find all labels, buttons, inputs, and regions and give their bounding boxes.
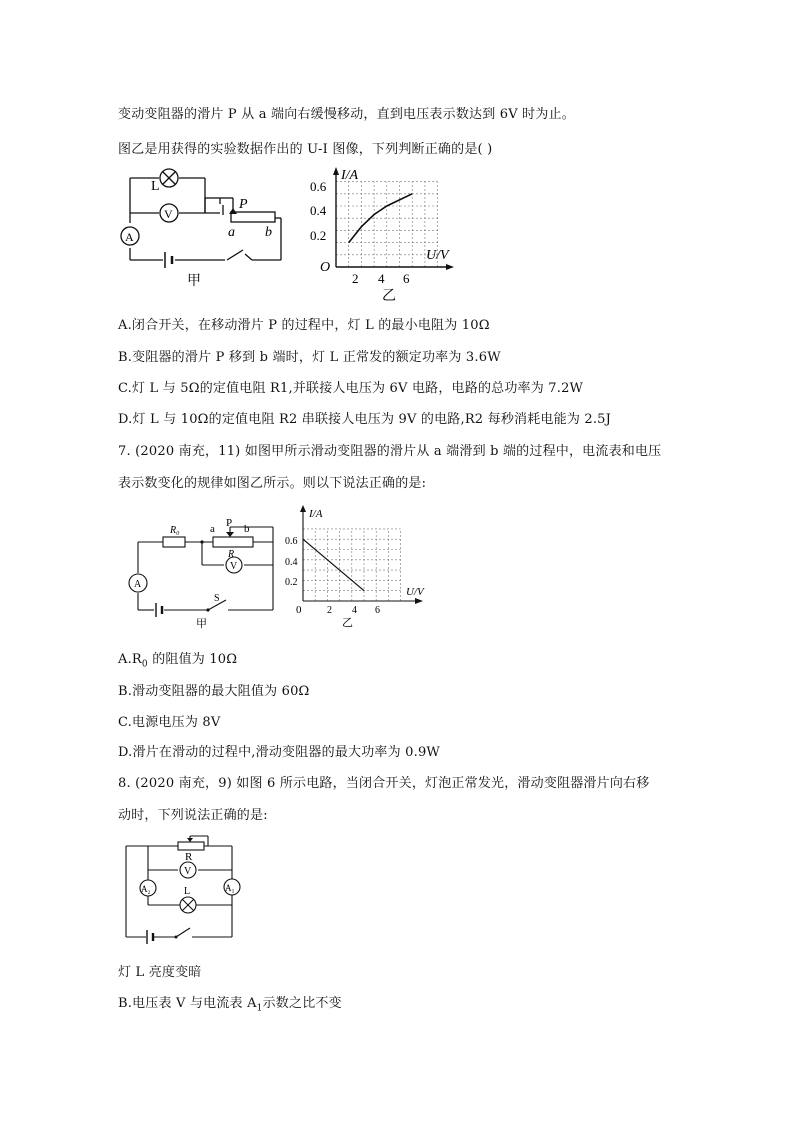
fig1-graph <box>308 165 468 305</box>
fig2-xlabel: U/V <box>406 586 424 598</box>
fig2-ylabel: I/A <box>309 508 323 520</box>
q8-option-b-sub: 1 <box>256 1003 263 1014</box>
q7-option-d: D.滑片在滑动的过程中,滑动变阻器的最大功率为 0.9W <box>118 745 440 760</box>
r-label: R <box>228 549 235 560</box>
fig2-caption-yi: 乙 <box>342 617 353 629</box>
v-label: V <box>230 561 238 572</box>
q7-option-a-prefix: A.R <box>118 652 142 667</box>
fig1-caption-jia: 甲 <box>187 274 201 288</box>
q7-option-a-rest: 的阻值为 10Ω <box>147 652 238 667</box>
option-c: C.灯 L 与 5Ω的定值电阻 R1,并联接人电压为 6V 电路，电路的总功率为 7.2W <box>118 381 584 396</box>
fig1-circuit <box>115 168 285 288</box>
q7-option-a-sub: 0 <box>141 659 148 670</box>
fig1-ytick-0.2: 0.2 <box>310 228 327 243</box>
end-a-label: a <box>228 225 235 240</box>
p-label: P <box>226 517 233 529</box>
fig2-iv-line <box>303 539 364 591</box>
s-label: S <box>214 593 220 604</box>
question-8: 8. (2020 南充，9) 如图 6 所示电路，当闭合开关，灯泡正常发光，滑动变阻器滑片向右移 <box>118 776 650 791</box>
q7-option-a <box>118 648 237 670</box>
fig1-xtick-6: 6 <box>403 271 410 286</box>
fig2-xtick-2: 2 <box>327 605 332 616</box>
fig2-ytick-0.6: 0.6 <box>285 536 298 547</box>
fig3-r-label: R <box>185 851 193 863</box>
fig2-ytick-0.4: 0.4 <box>285 557 298 568</box>
fig1-ytick-0.6: 0.6 <box>310 179 327 194</box>
fig1-xtick-4: 4 <box>378 271 385 286</box>
fig2-caption-jia: 甲 <box>196 618 207 630</box>
q7-option-c: C.电源电压为 8V <box>118 715 221 730</box>
fig2-origin: 0 <box>296 604 302 616</box>
ammeter-label: A <box>125 230 134 244</box>
lamp-label: L <box>151 179 160 194</box>
b-label: b <box>244 523 250 535</box>
fig2-xtick-6: 6 <box>375 605 380 616</box>
fig3-lamp-label: L <box>184 886 191 897</box>
q8-option-a: 灯 L 亮度变暗 <box>118 965 202 980</box>
fig2-xtick-4: 4 <box>352 605 357 616</box>
question-7: 7. (2020 南充，11) 如图甲所示滑动变阻器的滑片从 a 端滑到 b 端的过程中，电流表和电压 <box>118 444 662 459</box>
r0-label: R₀ <box>170 525 180 536</box>
q8-option-b-prefix: B.电压表 V 与电流表 A <box>118 996 257 1011</box>
question-8-cont: 动时，下列说法正确的是: <box>118 808 268 823</box>
a-meter-label: A <box>134 579 142 590</box>
fig3-a1-label: A₁ <box>225 883 235 893</box>
voltmeter-label: V <box>164 207 173 221</box>
fig3-circuit <box>120 832 245 947</box>
fig3-a2-label: A₂ <box>141 884 151 894</box>
fig1-caption-yi: 乙 <box>382 289 396 304</box>
fig1-xlabel: U/V <box>426 248 449 263</box>
fig2-ytick-0.2: 0.2 <box>285 577 298 588</box>
fig1-ylabel: I/A <box>341 168 359 183</box>
option-b: B.变阻器的滑片 P 移到 b 端时，灯 L 正常发的额定功率为 3.6W <box>118 350 501 365</box>
text-line-2: 图乙是用获得的实验数据作出的 U-I 图像，下列判断正确的是( ) <box>118 142 493 157</box>
text-line-1: 变动变阻器的滑片 P 从 a 端向右缓慢移动，直到电压表示数达到 6V 时为止。 <box>118 107 575 122</box>
a-label: a <box>210 523 215 535</box>
option-a: A.闭合开关，在移动滑片 P 的过程中，灯 L 的最小电阻为 10Ω <box>118 318 490 333</box>
fig1-xtick-2: 2 <box>352 271 359 286</box>
fig1-ytick-0.4: 0.4 <box>310 203 327 218</box>
fig2-graph <box>285 503 435 631</box>
slider-label: P <box>239 197 248 212</box>
q7-option-b: B.滑动变阻器的最大阻值为 60Ω <box>118 684 310 699</box>
end-b-label: b <box>265 225 272 240</box>
fig2-circuit <box>118 505 283 630</box>
fig3-v-label: V <box>184 866 192 877</box>
q8-option-b <box>118 992 342 1014</box>
option-d: D.灯 L 与 10Ω的定值电阻 R2 串联接人电压为 9V 的电路,R2 每秒消耗电能为 2.5J <box>118 412 612 427</box>
question-7-cont: 表示数变化的规律如图乙所示。则以下说法正确的是: <box>118 476 427 491</box>
q8-option-b-rest: 示数之比不变 <box>262 996 342 1011</box>
fig1-origin: O <box>320 260 331 275</box>
